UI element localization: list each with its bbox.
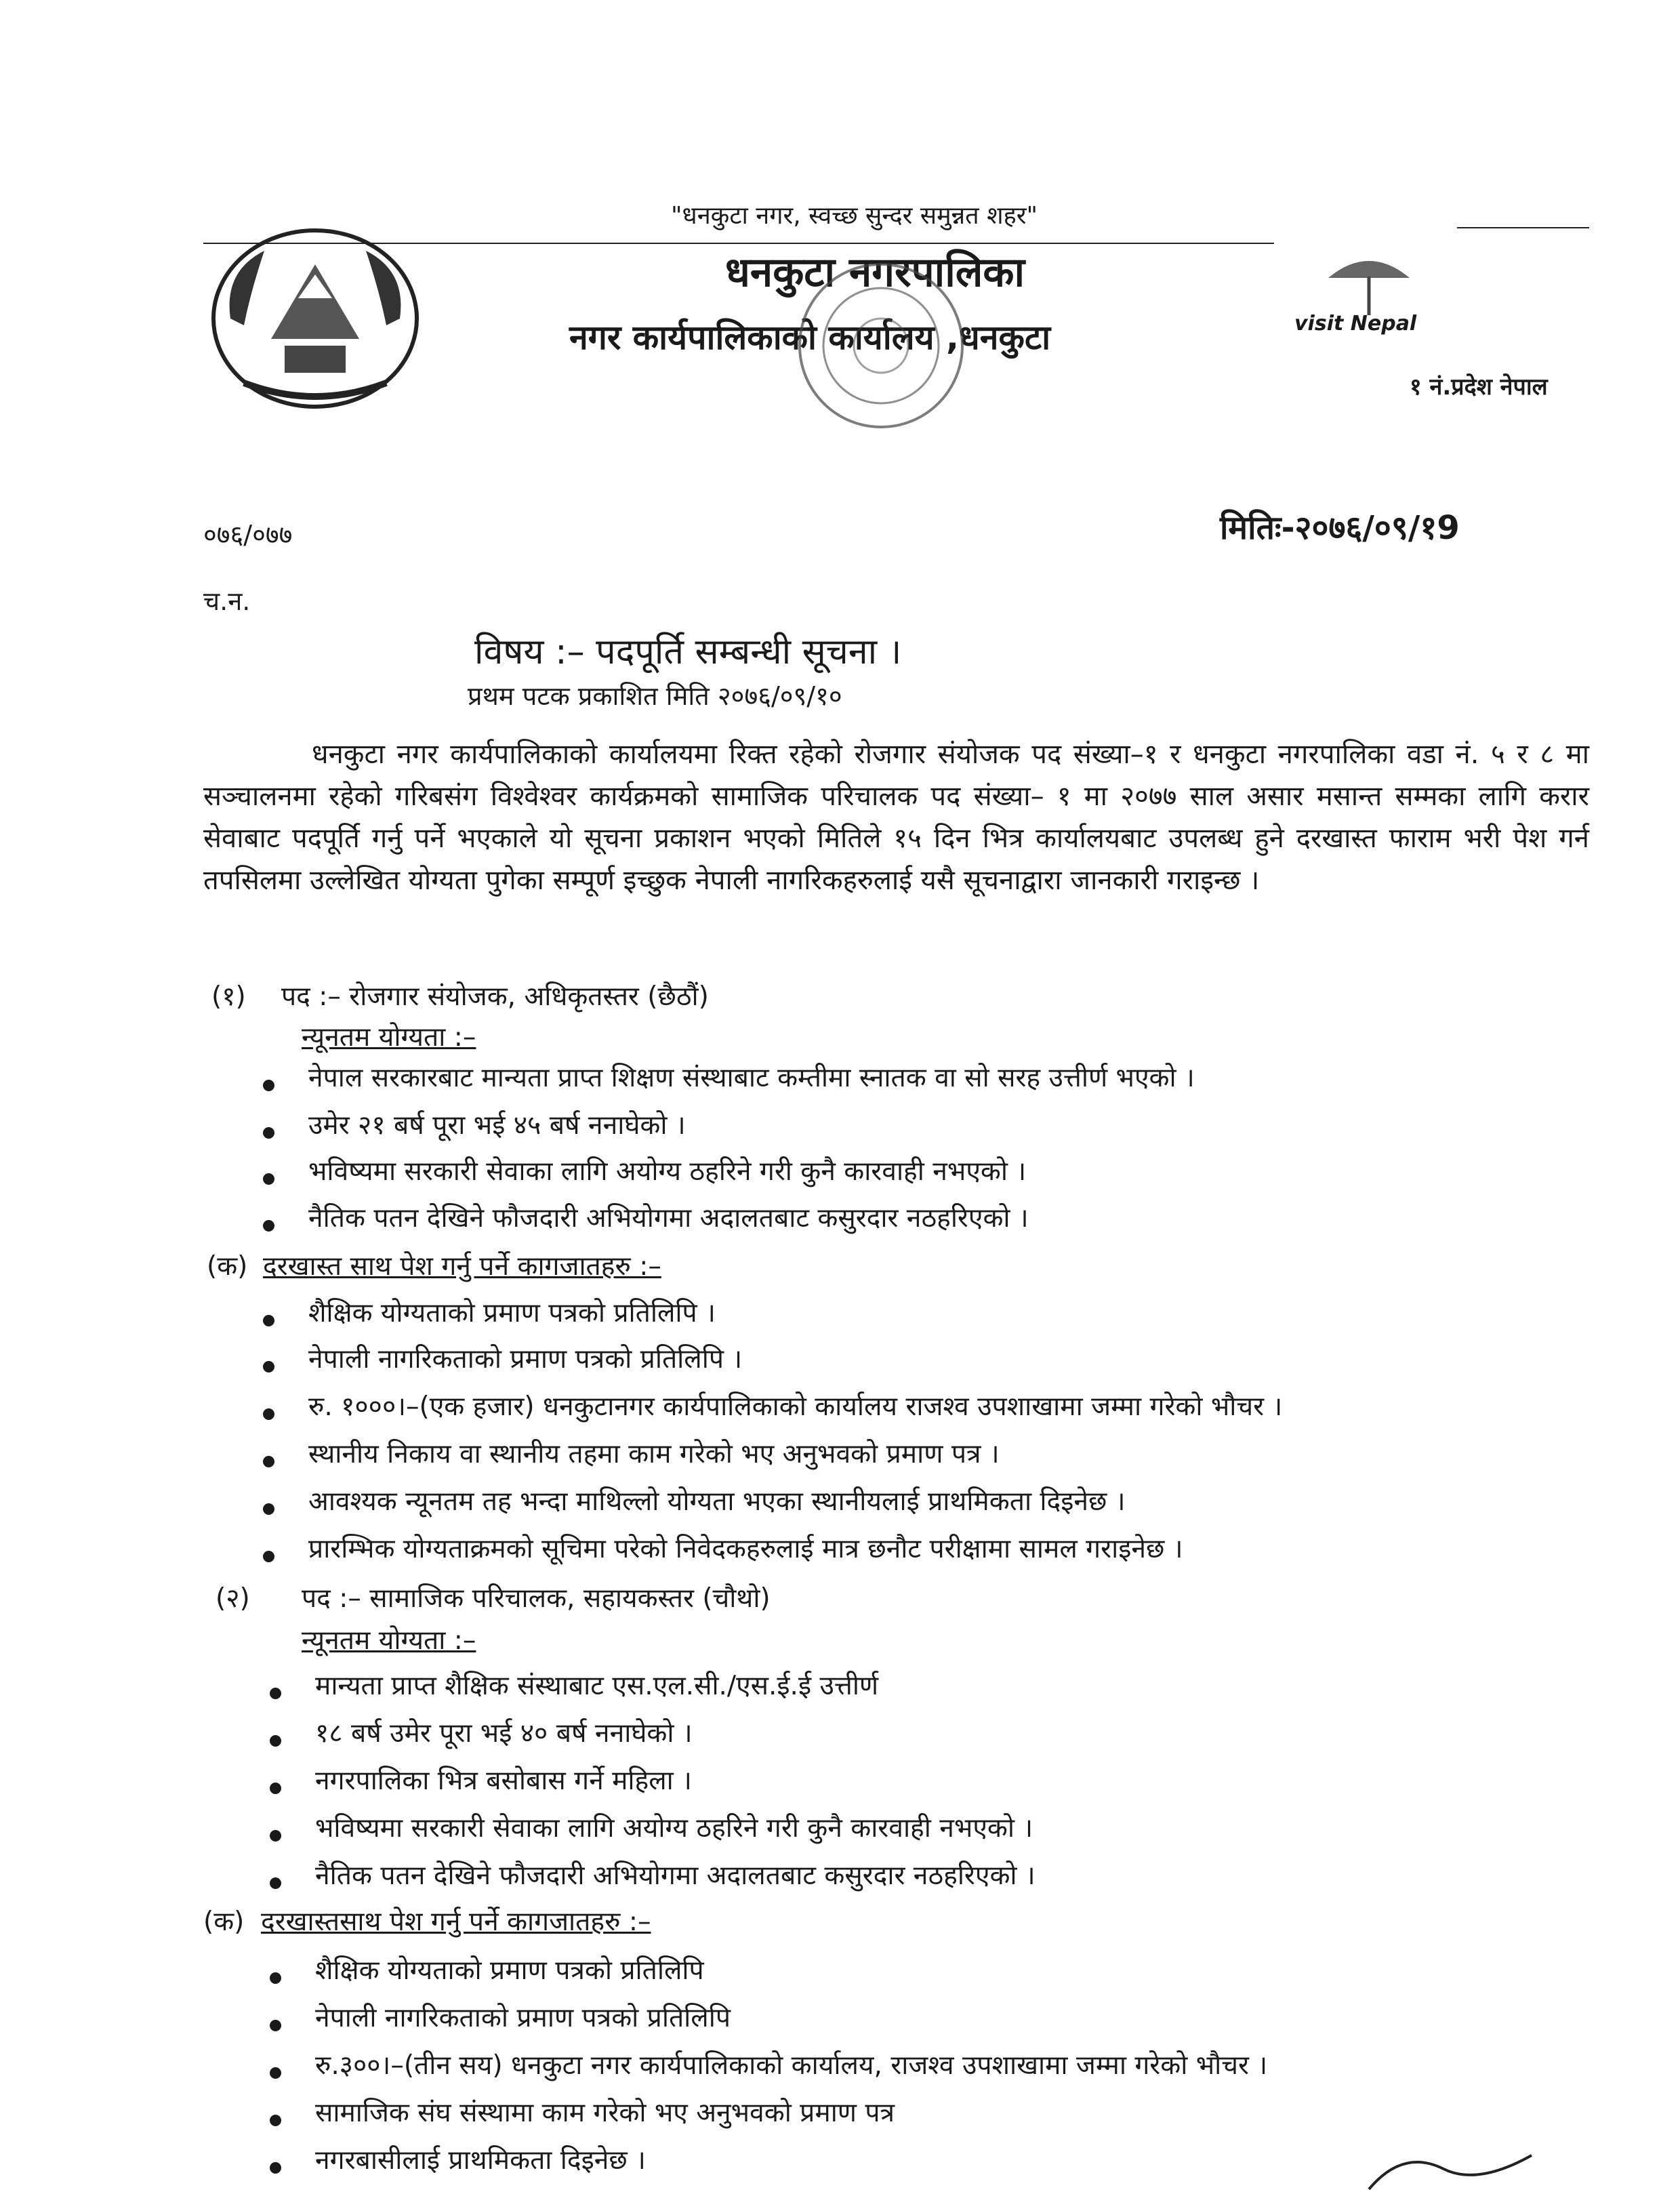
subject-title: विषय :– पदपूर्ति सम्बन्धी सूचना । xyxy=(474,632,902,672)
post1-title: पद :– रोजगार संयोजक, अधिकृतस्तर (छैठौं) xyxy=(281,981,709,1012)
bullet-icon xyxy=(270,1688,281,1699)
bullet-icon xyxy=(263,1551,274,1562)
post2-qualification-1: मान्यता प्राप्त शैक्षिक संस्थाबाट एस.एल.सी./एस.ई.ई उत्तीर्ण xyxy=(315,1671,879,1701)
post2-qualification-2: १८ बर्ष उमेर पूरा भई ४० बर्ष ननाघेको । xyxy=(315,1718,693,1749)
bullet-icon xyxy=(270,2162,281,2174)
post1-documents-heading: दरखास्त साथ पेश गर्नु पर्ने कागजातहरु :– xyxy=(263,1251,661,1282)
bullet-icon xyxy=(270,1830,281,1842)
bullet-icon xyxy=(270,1783,281,1794)
bullet-icon xyxy=(270,1877,281,1889)
reference-number: ०७६/०७७ xyxy=(203,520,293,550)
post2-documents-heading: दरखास्तसाथ पेश गर्नु पर्ने कागजातहरु :– xyxy=(261,1907,651,1937)
post2-number: (२) xyxy=(216,1583,250,1614)
bullet-icon xyxy=(263,1127,274,1139)
post2-document-1: शैक्षिक योग्यताको प्रमाण पत्रको प्रतिलिपि xyxy=(315,1955,704,1986)
office-seal-stamp-icon xyxy=(779,247,983,444)
office-name: नगर कार्यपालिकाको कार्यालय ,धनकुटा xyxy=(569,318,1051,357)
post1-qualification-2: उमेर २१ बर्ष पूरा भई ४५ बर्ष ननाघेको । xyxy=(308,1110,686,1141)
bullet-icon xyxy=(270,2115,281,2126)
visit-nepal-logo: visit Nepal xyxy=(1294,312,1417,336)
bullet-icon xyxy=(263,1361,274,1372)
post2-qualification-heading: न्यूनतम योग्यता :– xyxy=(302,1625,476,1656)
post2-qualification-4: भविष्यमा सरकारी सेवाका लागि अयोग्य ठहरिने गरी कुनै कारवाही नभएको । xyxy=(315,1813,1033,1844)
letter-date: मितिः-२०७६/०९/१9 xyxy=(1220,509,1460,547)
first-published-date: प्रथम पटक प्रकाशित मिति २०७६/०९/१० xyxy=(468,681,842,711)
motto: "धनकुटा नगर, स्वच्छ सुन्दर समुन्नत शहर" xyxy=(671,202,1038,230)
post1-qualification-4: नैतिक पतन देखिने फौजदारी अभियोगमा अदालतबाट कसुरदार नठहरिएको । xyxy=(308,1203,1029,1234)
post1-document-3: रु. १०००।–(एक हजार) धनकुटानगर कार्यपालिकाको कार्यालय राजश्व उपशाखामा जम्मा गरेको भौचर । xyxy=(308,1391,1283,1422)
post1-qualification-3: भविष्यमा सरकारी सेवाका लागि अयोग्य ठहरिने गरी कुनै कारवाही नभएको । xyxy=(308,1156,1027,1187)
bullet-icon xyxy=(263,1080,274,1091)
post2-qualification-5: नैतिक पतन देखिने फौजदारी अभियोगमा अदालतबाट कसुरदार नठहरिएको । xyxy=(315,1860,1036,1891)
bullet-icon xyxy=(270,2067,281,2079)
bullet-icon xyxy=(263,1315,274,1326)
bullet-icon xyxy=(263,1456,274,1467)
visit-nepal-umbrella-icon xyxy=(1322,244,1416,319)
letterhead-rule-right xyxy=(1457,227,1589,228)
bullet-icon xyxy=(263,1220,274,1232)
org-name: धनकुटा नगरपालिका xyxy=(725,249,1025,296)
post2-title: पद :– सामाजिक परिचालक, सहायकस्तर (चौथो) xyxy=(302,1583,771,1614)
signature-icon xyxy=(1362,2142,1538,2196)
bullet-icon xyxy=(263,1408,274,1420)
post1-documents-marker: (क) xyxy=(207,1251,248,1282)
post1-document-2: नेपाली नागरिकताको प्रमाण पत्रको प्रतिलिपि । xyxy=(308,1344,743,1375)
post1-document-6: प्रारम्भिक योग्यताक्रमको सूचिमा परेको निवेदकहरुलाई मात्र छनौट परीक्षामा सामल गराइनेछ । xyxy=(308,1534,1183,1564)
post2-documents-marker: (क) xyxy=(203,1907,245,1937)
post2-document-5: नगरबासीलाई प्राथमिकता दिइनेछ । xyxy=(315,2145,646,2176)
nepal-government-emblem-icon xyxy=(203,217,427,413)
post1-document-1: शैक्षिक योग्यताको प्रमाण पत्रको प्रतिलिपि । xyxy=(308,1298,716,1328)
post1-document-4: स्थानीय निकाय वा स्थानीय तहमा काम गरेको भए अनुभवको प्रमाण पत्र । xyxy=(308,1439,1000,1469)
province: १ नं.प्रदेश नेपाल xyxy=(1410,373,1548,401)
intro-paragraph: धनकुटा नगर कार्यपालिकाको कार्यालयमा रिक्त रहेको रोजगार संयोजक पद संख्या–१ र धनकुटा नगरपालिका वडा नं. ५ र ८ मा सञ्चालनमा रहेको गरिबसंग विश्वेश्वर कार्यक्रमको सामाजिक परिचालक पद संख्या– १ मा २०७७ साल असार मसान्त सम्मका लागि करार सेवाबाट पदपूर्ति गर्नु पर्ने भएकाले यो सूचना प्रकाशन भएको मितिले १५ दिन भित्र कार्यालयबाट उपलब्ध हुने दरखास्त फाराम भरी पेश गर्न तपसिलमा उल्लेखित योग्यता पुगेका सम्पूर्ण इच्छुक नेपाली नागरिकहरुलाई यसै सूचनाद्वारा जानकारी गराइन्छ । xyxy=(203,739,1589,896)
post2-qualification-3: नगरपालिका भित्र बसोबास गर्ने महिला । xyxy=(315,1766,692,1796)
post1-qualification-heading: न्यूनतम योग्यता :– xyxy=(302,1022,476,1053)
post1-number: (१) xyxy=(211,981,246,1012)
bullet-icon xyxy=(270,1735,281,1747)
bullet-icon xyxy=(270,1972,281,1984)
post2-document-3: रु.३००।–(तीन सय) धनकुटा नगर कार्यपालिकाको कार्यालय, राजश्व उपशाखामा जम्मा गरेको भौचर । xyxy=(315,2050,1268,2081)
post1-document-5: आवश्यक न्यूनतम तह भन्दा माथिल्लो योग्यता भएका स्थानीयलाई प्राथमिकता दिइनेछ । xyxy=(308,1486,1126,1517)
bullet-icon xyxy=(270,2020,281,2031)
bullet-icon xyxy=(263,1173,274,1185)
post1-qualification-1: नेपाल सरकारबाट मान्यता प्राप्त शिक्षण संस्थाबाट कम्तीमा स्नातक वा सो सरह उत्तीर्ण भएको । xyxy=(308,1063,1195,1093)
post2-document-4: सामाजिक संघ संस्थामा काम गरेको भए अनुभवको प्रमाण पत्र xyxy=(315,2098,895,2128)
post2-document-2: नेपाली नागरिकताको प्रमाण पत्रको प्रतिलिपि xyxy=(315,2003,731,2033)
bullet-icon xyxy=(263,1503,274,1515)
dispatch-number: च.न. xyxy=(203,586,251,616)
